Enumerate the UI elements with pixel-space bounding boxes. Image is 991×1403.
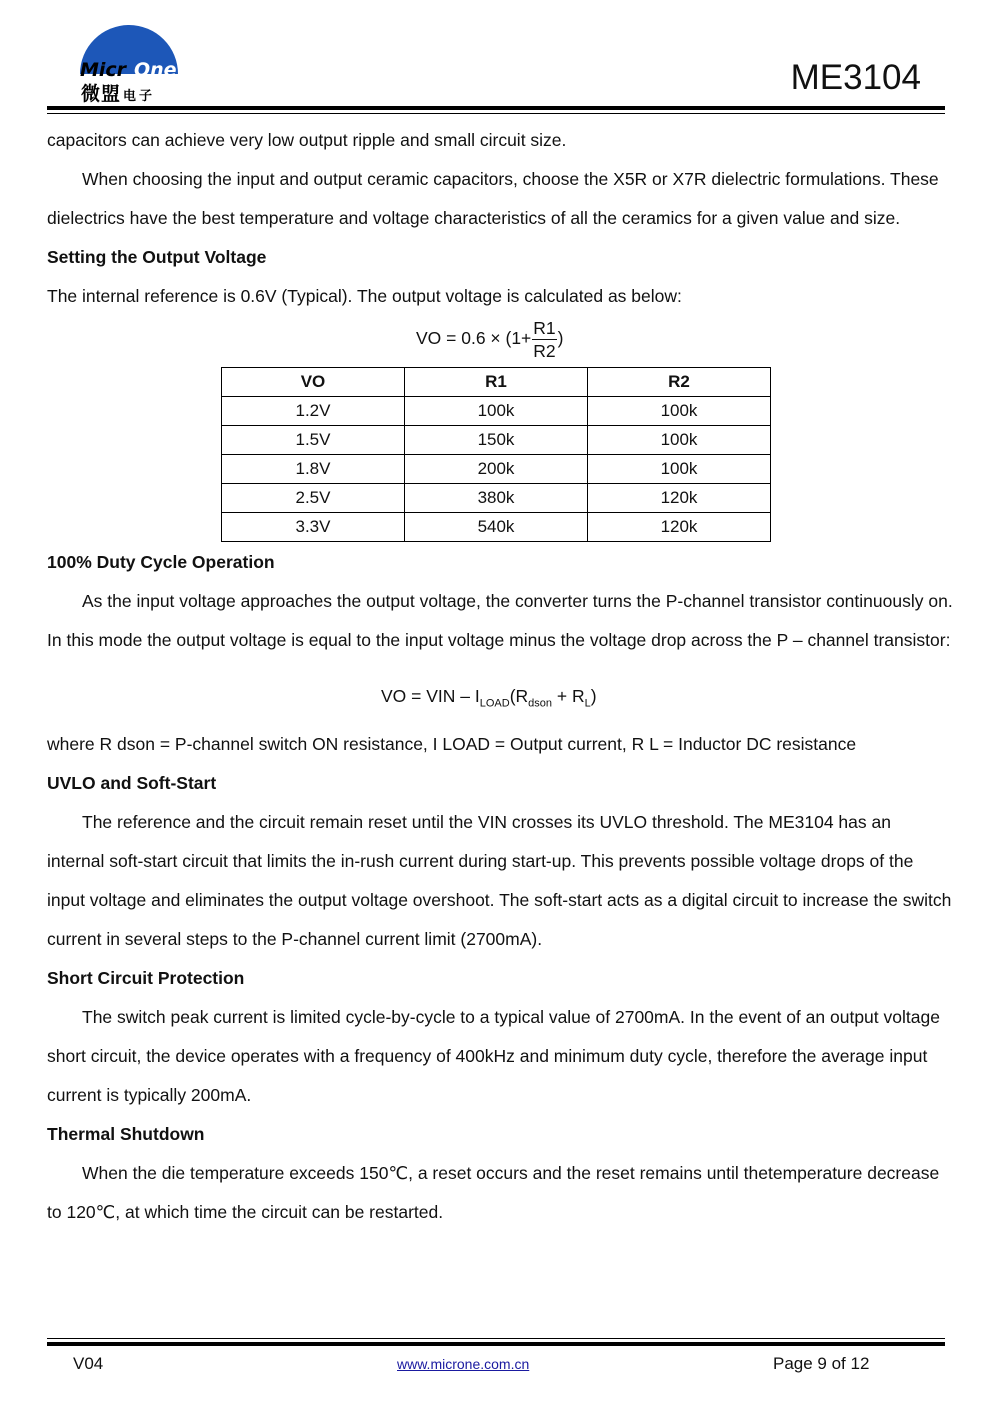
table-cell: 540k xyxy=(405,513,588,542)
table-row xyxy=(222,426,771,455)
formula1-fraction xyxy=(532,317,556,362)
table-cell: 3.3V xyxy=(222,513,405,542)
paragraph-reference: The internal reference is 0.6V (Typical). The output voltage is calculated as below: xyxy=(47,286,682,306)
header-rule-thin xyxy=(47,113,945,114)
table-header-r1: R1 xyxy=(405,368,588,397)
table-header-row xyxy=(222,368,771,397)
logo-chinese-name xyxy=(81,79,155,106)
paragraph-duty-line1: As the input voltage approaches the output voltage, the converter turns the P-channel transistor continuously on. xyxy=(82,591,953,611)
table-cell: 1.2V xyxy=(222,397,405,426)
footer-link-wrap xyxy=(397,1354,529,1374)
table-cell: 100k xyxy=(588,455,771,484)
table-cell: 100k xyxy=(588,397,771,426)
table-cell: 100k xyxy=(405,397,588,426)
logo-text-one: One xyxy=(134,59,177,81)
paragraph-uvlo-line3: input voltage and eliminates the output voltage overshoot. The soft-start acts as a digital circuit to increase the switch xyxy=(47,890,952,910)
table-cell: 1.5V xyxy=(222,426,405,455)
paragraph-short-line2: short circuit, the device operates with a frequency of 400kHz and minimum duty cycle, therefore the average input xyxy=(47,1046,928,1066)
heading-thermal: Thermal Shutdown xyxy=(47,1124,205,1144)
formula1-left: VO = 0.6 × (1+ xyxy=(416,328,532,349)
formula1-right: ) xyxy=(557,328,564,349)
formula1-denominator: R2 xyxy=(533,341,556,361)
paragraph-duty-line2: In this mode the output voltage is equal to the input voltage minus the voltage drop across the P – channel transistor: xyxy=(47,630,951,650)
paragraph-uvlo-line1: The reference and the circuit remain reset until the VIN crosses its UVLO threshold. The ME3104 has an xyxy=(82,812,891,832)
footer-rule-thin xyxy=(47,1338,945,1339)
footer-website-link[interactable]: www.microne.com.cn xyxy=(397,1356,530,1372)
heading-duty-cycle: 100% Duty Cycle Operation xyxy=(47,552,275,572)
paragraph-thermal-line2: to 120℃, at which time the circuit can be restarted. xyxy=(47,1202,444,1222)
paragraph-short-line3: current is typically 200mA. xyxy=(47,1085,252,1105)
logo-cn-small: 电子 xyxy=(123,89,156,104)
resistor-table xyxy=(221,367,771,542)
logo-text-micr: Micr xyxy=(80,59,127,81)
table-cell: 1.8V xyxy=(222,455,405,484)
table-cell: 150k xyxy=(405,426,588,455)
paragraph-short-line1: The switch peak current is limited cycle-by-cycle to a typical value of 2700mA. In the event of an output voltage xyxy=(82,1007,940,1027)
header-rule-thick xyxy=(47,106,945,110)
table-row xyxy=(222,397,771,426)
formula2-part-a: VO = VIN – I xyxy=(381,686,480,706)
formula2-part-c: + R xyxy=(552,686,585,706)
paragraph-uvlo-line4: current in several steps to the P-channel current limit (2700mA). xyxy=(47,929,543,949)
table-header-r2: R2 xyxy=(588,368,771,397)
paragraph-where: where R dson = P-channel switch ON resistance, I LOAD = Output current, R L = Inductor DC resistance xyxy=(47,734,857,754)
company-logo xyxy=(76,12,186,105)
table-cell: 380k xyxy=(405,484,588,513)
formula2-sub-load: LOAD xyxy=(479,697,510,710)
heading-short-circuit: Short Circuit Protection xyxy=(47,968,245,988)
table-row xyxy=(222,484,771,513)
formula2-sub-l: L xyxy=(584,697,591,710)
formula-dropout xyxy=(381,686,597,710)
footer-page-number: Page 9 of 12 xyxy=(773,1354,870,1373)
table-cell: 100k xyxy=(588,426,771,455)
table-row xyxy=(222,455,771,484)
formula2-part-d: ) xyxy=(590,686,597,706)
logo-arc-icon xyxy=(76,12,186,84)
heading-uvlo: UVLO and Soft-Start xyxy=(47,773,217,793)
formula1-numerator: R1 xyxy=(533,318,556,338)
table-header-vo: VO xyxy=(222,368,405,397)
table-row xyxy=(222,513,771,542)
footer-version: V04 xyxy=(73,1354,104,1373)
formula2-part-b: (R xyxy=(509,686,529,706)
document-code: ME3104 xyxy=(790,58,921,97)
table-cell: 120k xyxy=(588,484,771,513)
table-cell: 200k xyxy=(405,455,588,484)
footer-rule-thick xyxy=(47,1342,945,1346)
paragraph-thermal-line1: When the die temperature exceeds 150℃, a reset occurs and the reset remains until thetemperature decrease xyxy=(82,1163,940,1183)
table-cell: 120k xyxy=(588,513,771,542)
heading-output-voltage: Setting the Output Voltage xyxy=(47,247,267,267)
paragraph-uvlo-line2: internal soft-start circuit that limits the in-rush current during start-up. This prevents possible voltage drops of the xyxy=(47,851,914,871)
logo-cn-main: 微盟 xyxy=(81,83,122,105)
paragraph-ceramic-line1: When choosing the input and output ceramic capacitors, choose the X5R or X7R dielectric formulations. These xyxy=(82,169,939,189)
table-cell: 2.5V xyxy=(222,484,405,513)
paragraph-capacitors: capacitors can achieve very low output ripple and small circuit size. xyxy=(47,130,567,150)
formula-output-voltage xyxy=(416,317,563,362)
paragraph-ceramic-line2: dielectrics have the best temperature and voltage characteristics of all the ceramics for a given value and size. xyxy=(47,208,901,228)
formula2-sub-dson: dson xyxy=(528,697,553,710)
